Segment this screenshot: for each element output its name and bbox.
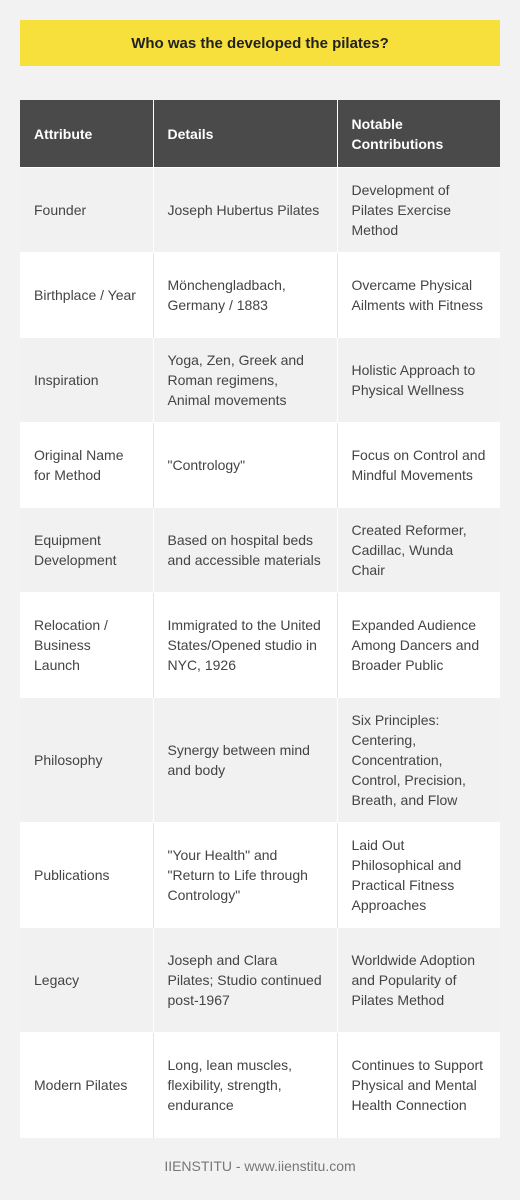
cell-contributions: Expanded Audience Among Dancers and Broader Public	[337, 593, 500, 698]
cell-details: Mönchengladbach, Germany / 1883	[153, 253, 337, 338]
cell-attribute: Birthplace / Year	[20, 253, 153, 338]
cell-details: Joseph and Clara Pilates; Studio continued post-1967	[153, 928, 337, 1033]
cell-contributions: Six Principles: Centering, Concentration, Control, Precision, Breath, and Flow	[337, 698, 500, 823]
cell-details: "Contrology"	[153, 423, 337, 508]
cell-details: Based on hospital beds and accessible materials	[153, 508, 337, 593]
cell-attribute: Legacy	[20, 928, 153, 1033]
cell-attribute: Relocation / Business Launch	[20, 593, 153, 698]
cell-attribute: Founder	[20, 168, 153, 253]
cell-attribute: Publications	[20, 823, 153, 928]
pilates-table	[20, 100, 500, 1138]
cell-attribute: Equipment Development	[20, 508, 153, 593]
cell-attribute: Philosophy	[20, 698, 153, 823]
footer-credit: IIENSTITU - www.iienstitu.com	[164, 1158, 356, 1174]
cell-contributions: Continues to Support Physical and Mental Health Connection	[337, 1033, 500, 1138]
table-row	[20, 928, 500, 1033]
table-row	[20, 593, 500, 698]
table-row	[20, 698, 500, 823]
cell-attribute: Original Name for Method	[20, 423, 153, 508]
cell-contributions: Overcame Physical Ailments with Fitness	[337, 253, 500, 338]
header-details: Details	[153, 100, 337, 168]
table-row	[20, 253, 500, 338]
table-row	[20, 168, 500, 253]
cell-attribute: Modern Pilates	[20, 1033, 153, 1138]
cell-attribute: Inspiration	[20, 338, 153, 423]
header-notable-contributions: Notable Contributions	[337, 100, 500, 168]
cell-contributions: Worldwide Adoption and Popularity of Pilates Method	[337, 928, 500, 1033]
table-row	[20, 423, 500, 508]
table-row	[20, 1033, 500, 1138]
cell-details: "Your Health" and "Return to Life through Contrology"	[153, 823, 337, 928]
cell-contributions: Focus on Control and Mindful Movements	[337, 423, 500, 508]
cell-contributions: Laid Out Philosophical and Practical Fitness Approaches	[337, 823, 500, 928]
cell-details: Synergy between mind and body	[153, 698, 337, 823]
cell-details: Yoga, Zen, Greek and Roman regimens, Animal movements	[153, 338, 337, 423]
cell-contributions: Holistic Approach to Physical Wellness	[337, 338, 500, 423]
table-row	[20, 508, 500, 593]
table-row	[20, 823, 500, 928]
cell-details: Immigrated to the United States/Opened studio in NYC, 1926	[153, 593, 337, 698]
cell-contributions: Created Reformer, Cadillac, Wunda Chair	[337, 508, 500, 593]
cell-details: Joseph Hubertus Pilates	[153, 168, 337, 253]
cell-contributions: Development of Pilates Exercise Method	[337, 168, 500, 253]
page-title: Who was the developed the pilates?	[20, 20, 500, 66]
table-header-row	[20, 100, 500, 168]
header-attribute: Attribute	[20, 100, 153, 168]
table-row	[20, 338, 500, 423]
cell-details: Long, lean muscles, flexibility, strength, endurance	[153, 1033, 337, 1138]
